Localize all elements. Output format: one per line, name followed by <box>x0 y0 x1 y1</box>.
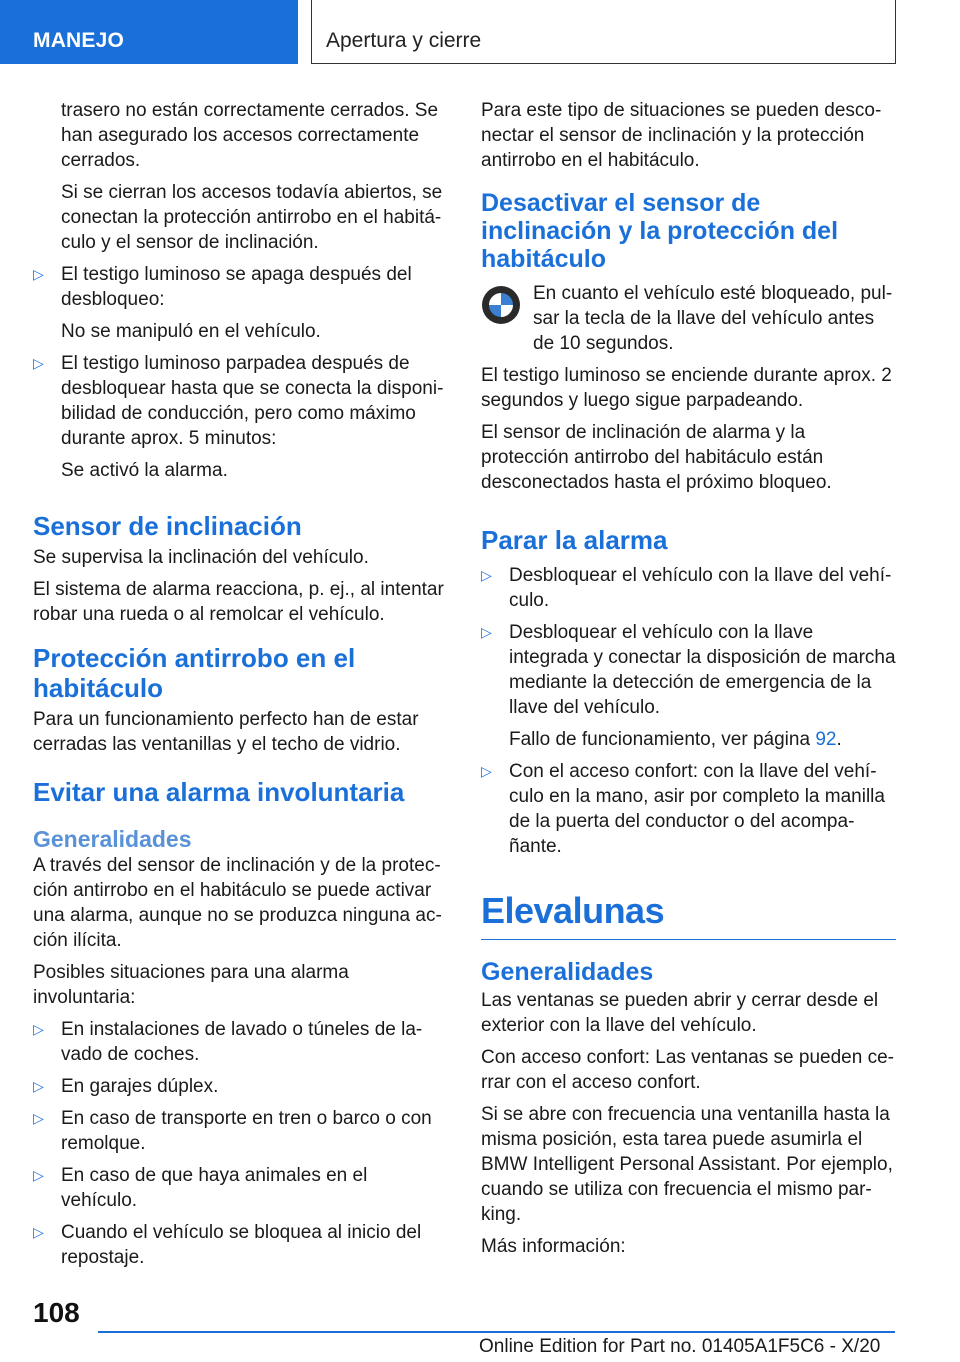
list-item-text: El testigo luminoso parpadea después de desbloquear hasta que se conecta la disponibilidad de conducción, pero como máximo durante aprox. 5 minutos: <box>61 353 444 449</box>
page-number: 108 <box>33 1297 80 1328</box>
list-item <box>481 759 896 859</box>
paragraph: A través del sensor de inclinación y de la protección antirrobo en el habitáculo se puede activar una alarma, aunque no se produzca ninguna acción ilícita. <box>33 855 442 951</box>
list-item-sub: No se manipuló en el vehículo. <box>61 321 321 342</box>
list-item-text: En instalaciones de lavado o túneles de lavado de coches. <box>61 1019 423 1065</box>
paragraph: Más información: <box>481 1236 626 1257</box>
triangle-right-icon: ▷ <box>481 624 492 640</box>
heading-generalidades: Generalidades <box>481 958 654 986</box>
list-item <box>33 262 448 344</box>
paragraph: El sistema de alarma reacciona, p. ej., al intentar robar una rueda o al remolcar el vehículo. <box>33 579 444 625</box>
triangle-right-icon: ▷ <box>33 1224 44 1240</box>
paragraph: Se supervisa la inclinación del vehículo. <box>33 547 369 568</box>
list-item-text: Desbloquear el vehículo con la llave integrada y conectar la disposición de marcha mediante la detección de emergencia de la llave del vehículo. <box>509 622 896 718</box>
heading-evitar: Evitar una alarma involuntaria <box>33 777 405 807</box>
heading-parar: Parar la alarma <box>481 525 668 555</box>
paragraph: El sensor de inclinación de alarma y la protección antirrobo del habitáculo están desconectados hasta el próximo bloqueo. <box>481 422 832 493</box>
list-item <box>481 620 896 752</box>
ref-text: Fallo de funcionamiento, ver página <box>509 729 816 750</box>
section-tab: MANEJO <box>0 0 298 64</box>
edition-note: Online Edition for Part no. 01405A1F5C6 - X/20 <box>479 1336 881 1357</box>
triangle-right-icon: ▷ <box>33 266 44 282</box>
triangle-right-icon: ▷ <box>33 1021 44 1037</box>
bmw-logo <box>481 285 521 325</box>
triangle-right-icon: ▷ <box>33 355 44 371</box>
list-item-text: En caso de transporte en tren o barco o con remolque. <box>61 1108 432 1154</box>
paragraph: El testigo luminoso se enciende durante aprox. 2 segundos y luego sigue parpadeando. <box>481 365 892 411</box>
triangle-right-icon: ▷ <box>33 1078 44 1094</box>
list-item <box>33 1220 448 1270</box>
list-item-text: Cuando el vehículo se bloquea al inicio del repostaje. <box>61 1222 422 1268</box>
heading-generalidades: Generalidades <box>33 826 192 852</box>
list-item <box>33 351 448 483</box>
list-item <box>33 1074 448 1099</box>
left-column <box>33 98 448 1277</box>
list-item-sub: Se activó la alarma. <box>61 460 228 481</box>
list-item-text: En garajes dúplex. <box>61 1076 219 1097</box>
paragraph: Si se abre con frecuencia una ventanilla hasta la misma posición, esta tarea puede asumirla el BMW Intelligent Personal Assistant. Por ejemplo, cuando se utiliza con frecuencia el mismo parking. <box>481 1104 893 1225</box>
intro-paragraph: trasero no están correctamente cerrados. Se han asegurado los accesos correctamente cerrados. <box>61 100 439 171</box>
list-item <box>33 1106 448 1156</box>
list-item-sub <box>509 727 896 752</box>
triangle-right-icon: ▷ <box>33 1167 44 1183</box>
list-item-text: Desbloquear el vehículo con la llave del vehículo. <box>509 565 892 611</box>
list-item <box>33 1017 448 1067</box>
heading-desactivar: Desactivar el sensor de inclinación y la protección del habitáculo <box>481 189 839 273</box>
paragraph: En cuanto el vehículo esté bloqueado, pulsar la tecla de la llave del vehículo antes de 10 segundos. <box>533 283 893 354</box>
list-item-text: En caso de que haya animales en el vehículo. <box>61 1165 368 1211</box>
paragraph: Posibles situaciones para una alarma involuntaria: <box>33 962 349 1008</box>
paragraph: Con acceso confort: Las ventanas se pueden cerrar con el acceso confort. <box>481 1047 894 1093</box>
triangle-right-icon: ▷ <box>481 763 492 779</box>
bmw-note <box>481 281 896 356</box>
chapter-title: Apertura y cierre <box>311 0 896 64</box>
intro-paragraph: Si se cierran los accesos todavía abiertos, se conectan la protección antirrobo en el habitáculo y el sensor de inclinación. <box>61 182 443 253</box>
heading-elevalunas: Elevalunas <box>481 889 896 940</box>
triangle-right-icon: ▷ <box>33 1110 44 1126</box>
list-item <box>481 563 896 613</box>
footer-divider <box>98 1331 895 1333</box>
list-item <box>33 1163 448 1213</box>
heading-sensor: Sensor de inclinación <box>33 511 302 541</box>
paragraph: Para un funcionamiento perfecto han de estar cerradas las ventanillas y el techo de vidrio. <box>33 709 419 755</box>
ref-text: . <box>836 729 842 750</box>
paragraph: Las ventanas se pueden abrir y cerrar desde el exterior con la llave del vehículo. <box>481 990 879 1036</box>
right-column <box>481 98 896 1266</box>
triangle-right-icon: ▷ <box>481 567 492 583</box>
paragraph: Para este tipo de situaciones se pueden desconectar el sensor de inclinación y la protección antirrobo en el habitáculo. <box>481 100 882 171</box>
heading-proteccion: Protección antirrobo en el habitáculo <box>33 643 356 703</box>
page-link[interactable]: 92 <box>815 729 837 750</box>
list-item-text: Con el acceso confort: con la llave del vehículo en la mano, asir por completo la manilla de la puerta del conductor o del acompañante. <box>509 761 885 857</box>
list-item-text: El testigo luminoso se apaga después del desbloqueo: <box>61 264 412 310</box>
